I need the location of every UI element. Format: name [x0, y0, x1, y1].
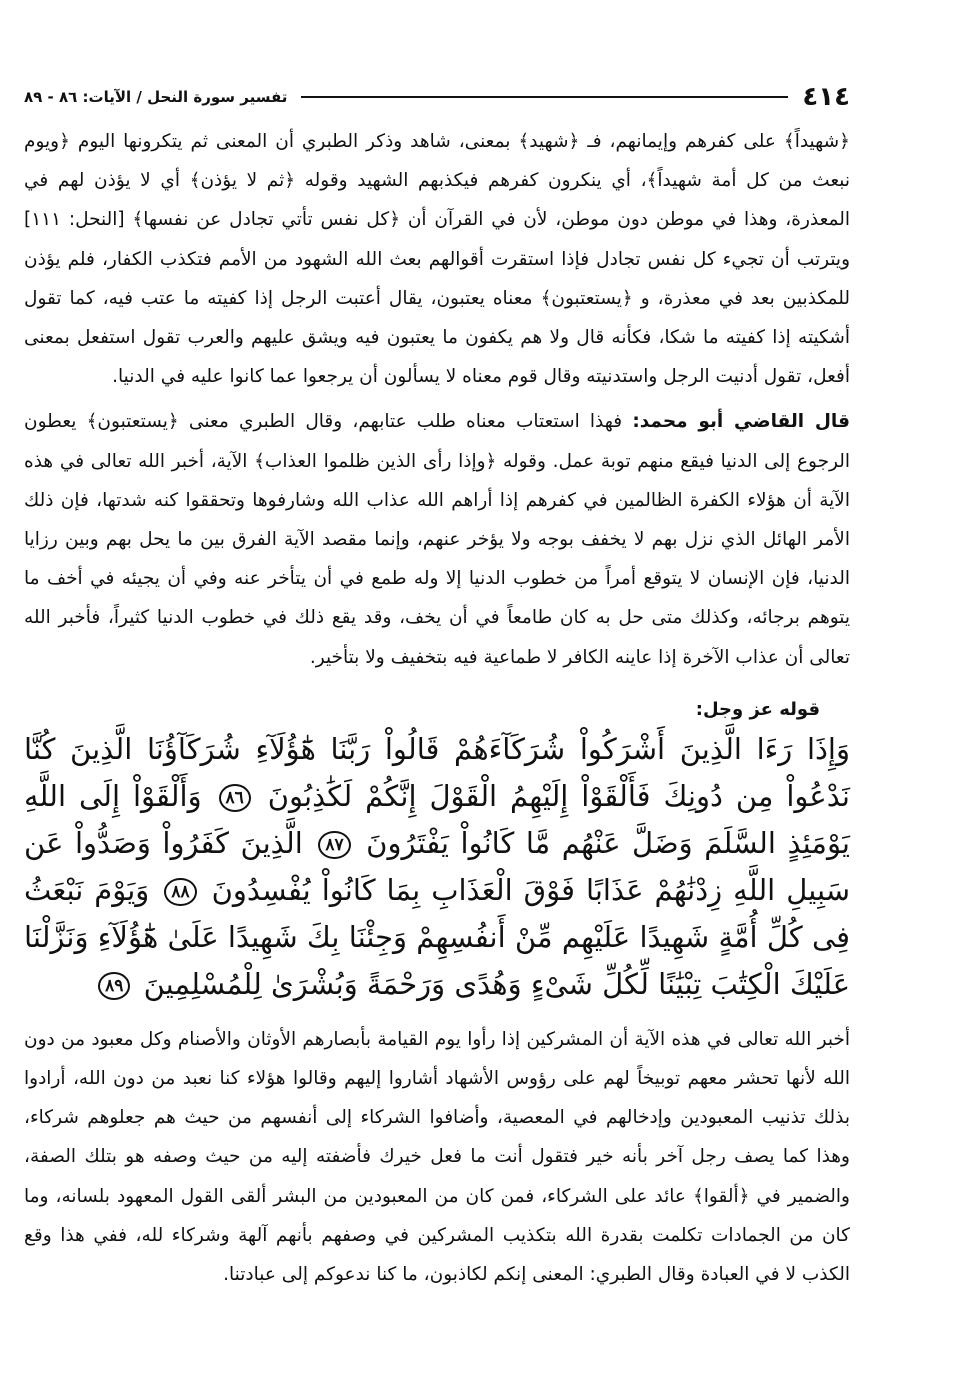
- ayah-number: ٨٧: [318, 831, 350, 859]
- ayah-number: ٨٨: [164, 878, 196, 906]
- verse-intro: قوله عز وجل:: [695, 698, 820, 720]
- running-title: تفسير سورة النحل / الآيات: ٨٦ - ٨٩: [24, 88, 288, 106]
- verse-text: وَيَوْمَ نَبْعَثُ فِى كُلِّ أُمَّةٍ شَهِيدًا عَلَيْهِم مِّنْ أَنفُسِهِمْ وَجِئْنَا بِكَ شَهِيدًا عَلَىٰ هَٰٓؤُلَآءِ وَنَزَّلْنَا عَلَيْكَ الْكِتَٰبَ تِبْيَٰنًا لِّكُلِّ شَىْءٍ وَهُدًى وَرَحْمَةً وَبُشْرَىٰ لِلْمُسْلِمِينَ: [24, 872, 850, 1001]
- page-number: ٤١٤: [802, 82, 850, 112]
- page-header: [24, 80, 850, 114]
- verse-text: الَّذِينَ كَفَرُواْ وَصَدُّواْ عَن سَبِيلِ اللَّهِ زِدْنَٰهُمْ عَذَابًا فَوْقَ الْعَذَابِ بِمَا كَانُواْ يُفْسِدُونَ: [24, 825, 850, 907]
- verse-text: وَإِذَا رَءَا الَّذِينَ أَشْرَكُواْ شُرَكَآءَهُمْ قَالُواْ رَبَّنَا هَٰٓؤُلَآءِ شُرَكَآؤُنَا الَّذِينَ كُنَّا نَدْعُواْ مِن دُونِكَ فَأَلْقَوْاْ إِلَيْهِمُ الْقَوْلَ إِنَّكُمْ لَكَٰذِبُونَ: [24, 731, 850, 813]
- ayah-number: ٨٦: [219, 784, 251, 812]
- qadi-paragraph: [24, 402, 850, 676]
- qadi-text: فهذا استعتاب معناه طلب عتابهم، وقال الطبري معنى ﴿يستعتبون﴾ يعطون الرجوع إلى الدنيا فيقع منهم توبة عمل. وقوله ﴿وإذا رأى الذين ظلموا العذاب﴾ الآية، أخبر الله تعالى في هذه الآية أن هؤلاء الكفرة الظالمين في كفرهم إذا أراهم الله عذاب الله وشارفوها وتحققوا كنه شدتها، فإن ذلك الأمر الهائل الذي نزل بهم لا يخفف بوجه ولا يؤخر عنهم، وإنما مقصد الآية الفرق بين ما يحل بهم وبين رزايا الدنيا، فإن الإنسان لا يتوقع أمراً من خطوب الدنيا إلا وله طمع في أن يتأخر عنه وفي أن يجيئه في أخف ما يتوهم برجائه، وكذلك متى حل به كان طامعاً في أن يخف، وقد يقع ذلك في خطوب الدنيا كثيراً، فأخبر الله تعالى أن عذاب الآخرة إذا عاينه الكافر لا طماعية فيه بتخفيف ولا بتأخير.: [24, 411, 850, 668]
- ayah-number: ٨٩: [98, 972, 130, 1000]
- header-rule: [301, 96, 788, 98]
- quran-verses: [24, 726, 850, 1008]
- page-body: [24, 122, 850, 1294]
- qadi-speaker: قال القاضي أبو محمد:: [632, 411, 850, 433]
- commentary-paragraph: ﴿شهيداً﴾ على كفرهم وإيمانهم، فـ ﴿شهيد﴾ بمعنى، شاهد وذكر الطبري أن المعنى ثم يتكرونها اليوم ﴿ويوم نبعث من كل أمة شهيداً﴾، أي ينكرون كفرهم فيكذبهم الشهيد وقوله ﴿ثم لا يؤذن﴾ أي لا يؤذن لهم في المعذرة، وهذا في موطن دون موطن، لأن في القرآن أن ﴿كل نفس تأتي تجادل عن نفسها﴾ [النحل: ١١١] ويترتب أن تجيء كل نفس تجادل فإذا استقرت أقوالهم بعث الله الشهود من الأمم فتكذب الكفار، فلم يؤذن للمكذبين بعد في معذرة، و ﴿يستعتبون﴾ معناه يعتبون، يقال أعتبت الرجل إذا كفيته ما عتب فيه، كما تقول أشكيته إذا كفيته ما شكا، فكأنه قال ولا هم يكفون ما يعتبون فيه ويشق عليهم والعرب تقول استفعل بمعنى أفعل، تقول أدنيت الرجل واستدنيته وقال قوم معناه لا يسألون أن يرجعوا عما كانوا عليه في الدنيا.: [24, 131, 850, 388]
- commentary-paragraph: أخبر الله تعالى في هذه الآية أن المشركين إذا رأوا يوم القيامة بأبصارهم الأوثان والأصنام وكل معبود من دون الله لأنها تحشر معهم توبيخاً لهم على رؤوس الأشهاد أشاروا إليهم وقالوا هؤلاء كنا نعبد من دون الله، أرادوا بذلك تذنيب المعبودين وإدخالهم في المعصية، وأضافوا الشركاء إلى أنفسهم من حيث هم جعلوهم شركاء، وهذا كما يصف رجل آخر بأنه خير فتقول أنت ما فعل خيرك فأضفته إليه من حيث وصفه هو بتلك الصفة، والضمير في ﴿ألقوا﴾ عائد على الشركاء، فمن كان من المعبودين من البشر ألقى القول المعهود بلسانه، وما كان من الجمادات تكلمت بقدرة الله بتكذيب المشركين في وصفهم بأنهم آلهة وشركاء لله، ففي هذا وقع الكذب لا في العبادة وقال الطبري: المعنى إنكم لكاذبون، ما كنا ندعوكم إلى عبادتنا.: [24, 1028, 850, 1286]
- verse-text: وَأَلْقَوْاْ إِلَى اللَّهِ يَوْمَئِذٍ السَّلَمَ وَضَلَّ عَنْهُم مَّا كَانُواْ يَفْتَرُونَ: [24, 778, 850, 860]
